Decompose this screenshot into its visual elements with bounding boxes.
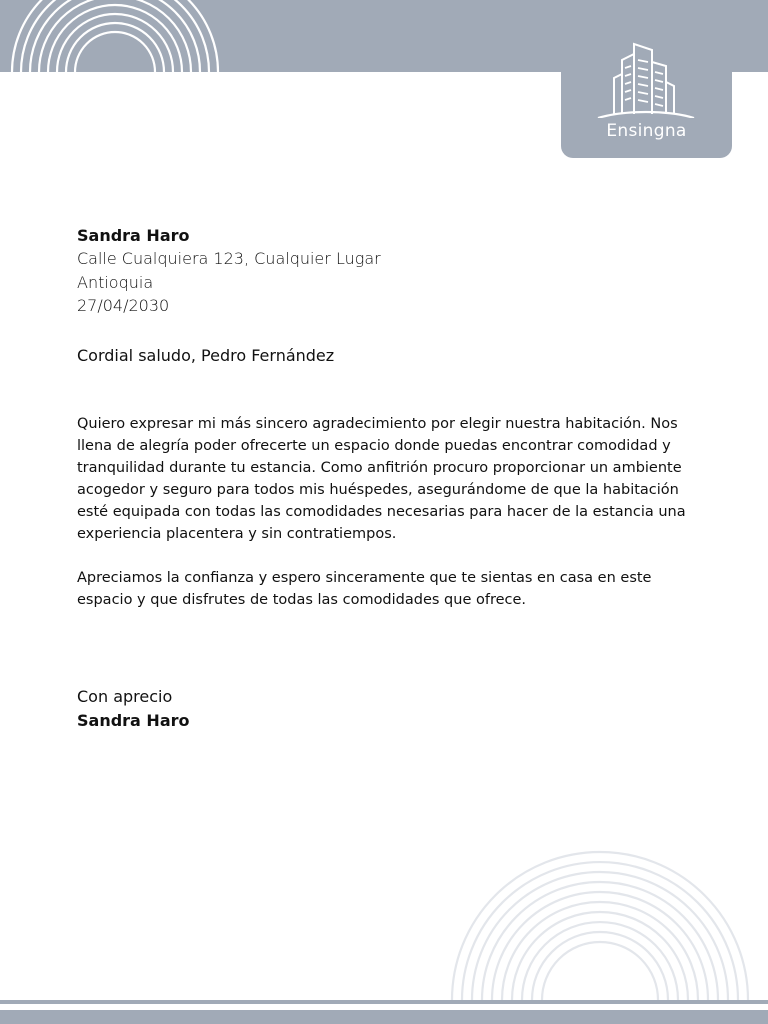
footer-band — [0, 1010, 768, 1024]
sender-name: Sandra Haro — [77, 226, 190, 245]
sender-address-line: Calle Cualquiera 123, Cualquier Lugar — [77, 249, 381, 268]
closing-phrase: Con aprecio — [77, 686, 173, 706]
letter-body — [77, 224, 697, 732]
footer-line — [0, 1000, 768, 1004]
body-paragraph: Apreciamos la confianza y espero sinceramente que te sientas en casa en este espacio y que disfrutes de todas las comodidades que ofrece. — [77, 569, 652, 608]
letter-date: 27/04/2030 — [77, 296, 170, 315]
salutation: Cordial saludo, Pedro Fernández — [77, 345, 335, 365]
body-paragraph: Quiero expresar mi más sincero agradecimiento por elegir nuestra habitación. Nos llena de alegría poder ofrecerte un espacio donde puedas encontrar comodidad y tranquilidad durante tu estancia. Como anfitrión procuro proporcionar un ambiente acogedor y seguro para todos mis huéspedes, asegurándome de que la habitación esté equipada con todas las comodidades necesarias para hacer de la estancia una experiencia placentera y sin contratiempos. — [77, 415, 686, 542]
signer-name: Sandra Haro — [77, 710, 190, 730]
sender-region: Antioquia — [77, 272, 154, 292]
brand-name: Ensingna — [606, 121, 687, 141]
